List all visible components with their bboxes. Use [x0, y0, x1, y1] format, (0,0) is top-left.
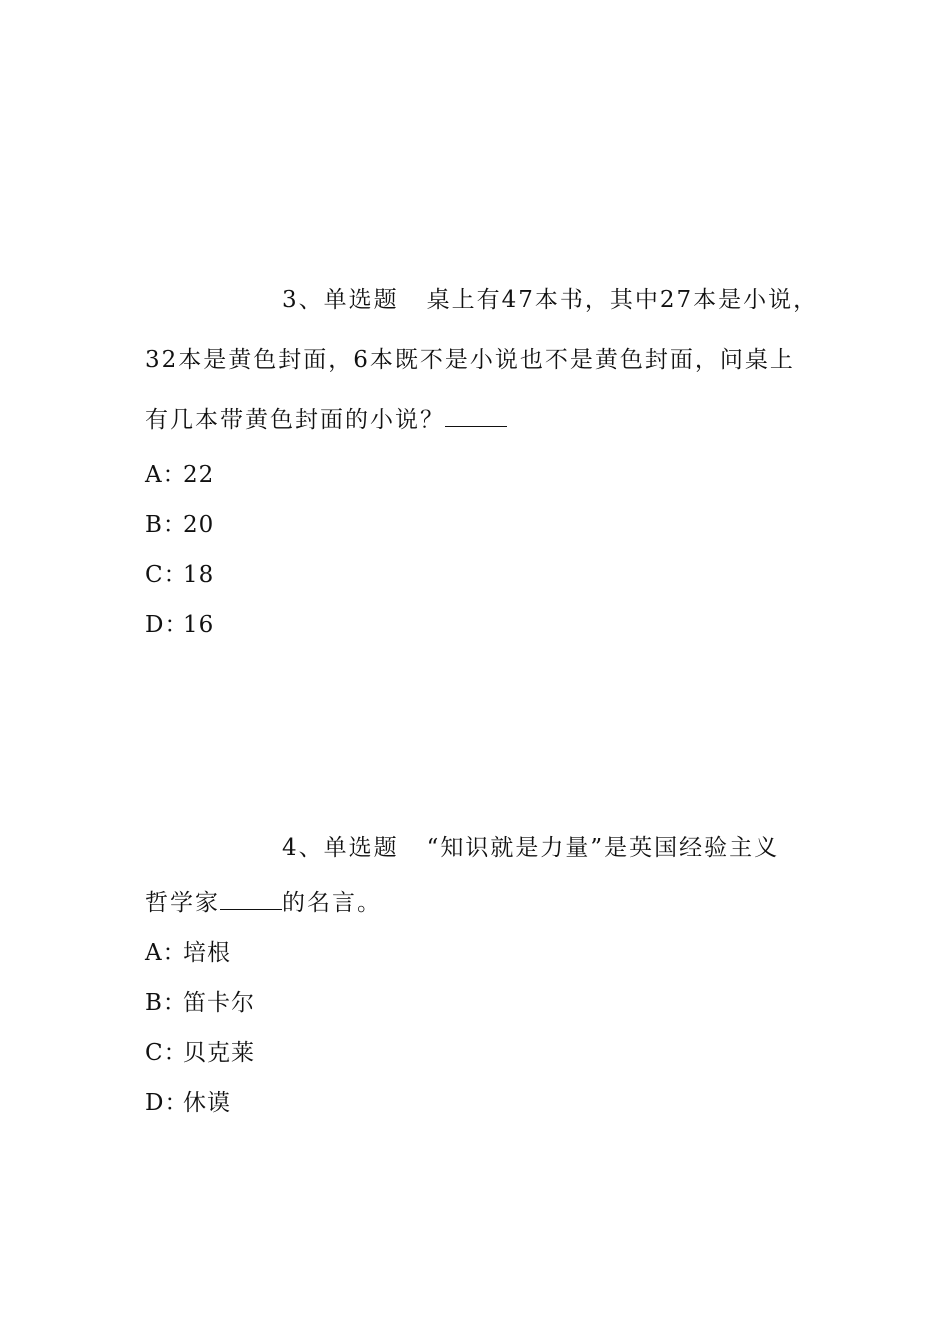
- option-letter: D：: [145, 1090, 189, 1116]
- option-text: 休谟: [183, 1090, 231, 1116]
- question-number: 3、单选题: [282, 287, 399, 313]
- question-4: [145, 818, 810, 1128]
- option-text: 16: [183, 612, 215, 638]
- option-letter: A：: [145, 940, 187, 966]
- question-text: 32本是黄色封面，6本既不是小说也不是黄色封面，问桌上: [145, 347, 795, 373]
- question-text: “知识就是力量”是英国经验主义: [426, 835, 780, 861]
- option-text: 20: [183, 512, 215, 538]
- option-letter: B：: [145, 990, 187, 1016]
- option-d: [145, 600, 810, 650]
- option-a: [145, 928, 810, 978]
- question-stem-line: [145, 330, 810, 390]
- question-stem-line: [145, 270, 819, 330]
- question-stem-line: [145, 818, 810, 878]
- option-letter: C：: [145, 562, 188, 588]
- answer-blank: [220, 879, 282, 910]
- option-letter: B：: [145, 512, 187, 538]
- option-text: 22: [183, 462, 215, 488]
- option-d: [145, 1078, 810, 1128]
- option-text: 贝克莱: [183, 1040, 255, 1066]
- option-c: [145, 550, 810, 600]
- question-3: [145, 270, 819, 650]
- option-b: [145, 500, 810, 550]
- option-a: [145, 450, 810, 500]
- question-text: 桌上有47本书，其中27本是小说，: [426, 287, 819, 313]
- option-text: 18: [183, 562, 215, 588]
- option-b: [145, 978, 810, 1028]
- question-text: 有几本带黄色封面的小说？: [145, 407, 445, 433]
- option-text: 培根: [183, 940, 231, 966]
- option-letter: A：: [145, 462, 187, 488]
- question-stem-line: [145, 878, 810, 928]
- option-letter: C：: [145, 1040, 188, 1066]
- option-text: 笛卡尔: [183, 990, 255, 1016]
- option-letter: D：: [145, 612, 189, 638]
- option-c: [145, 1028, 810, 1078]
- question-text: 的名言。: [282, 890, 382, 916]
- answer-blank: [445, 396, 507, 427]
- question-text: 哲学家: [145, 890, 220, 916]
- question-stem-line: [145, 390, 810, 450]
- question-number: 4、单选题: [282, 835, 399, 861]
